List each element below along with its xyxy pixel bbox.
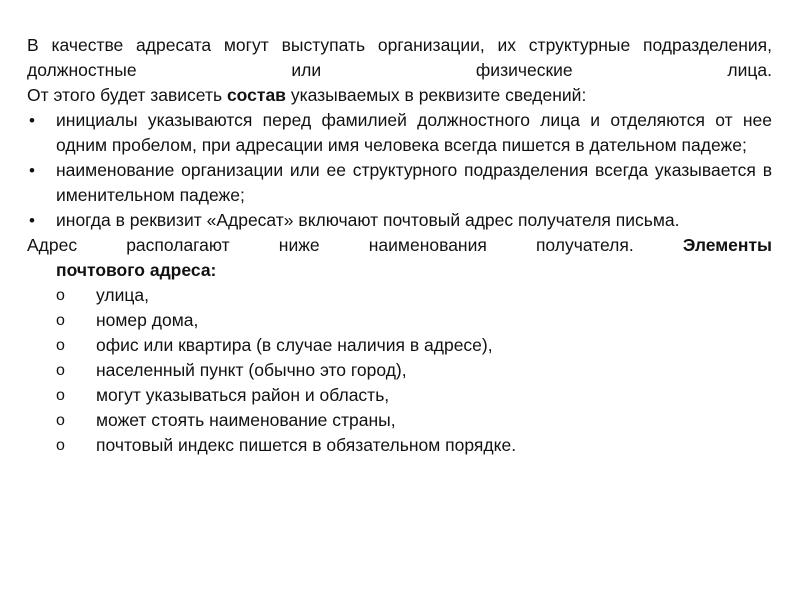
- address-bold-postal: почтового адреса:: [56, 260, 217, 280]
- bullet-marker: •: [29, 111, 35, 130]
- address-element-item: [27, 358, 772, 383]
- bullet-text: наименование организации или ее структурного подразделения всегда указывается в именительном падеже;: [56, 160, 772, 205]
- bullet-text: иногда в реквизит «Адресат» включают почтовый адрес получателя письма.: [56, 210, 680, 230]
- bullet-item-initials: [27, 108, 772, 158]
- address-element-text: может стоять наименование страны,: [96, 410, 396, 430]
- address-text: Адрес располагают ниже наименования получателя.: [27, 235, 683, 255]
- intro-bold-word: состав: [226, 85, 286, 105]
- address-paragraph: [27, 233, 772, 283]
- address-bold-elements: Элементы: [682, 235, 772, 255]
- address-line-1: [27, 233, 772, 258]
- address-element-text: улица,: [96, 285, 149, 305]
- address-elements-list: [27, 283, 772, 458]
- address-element-item: [27, 308, 772, 333]
- circle-marker: o: [56, 337, 65, 354]
- address-element-item: [27, 333, 772, 358]
- slide-content: [27, 33, 772, 458]
- intro-line-2-start: От этого будет зависеть: [27, 85, 227, 105]
- circle-marker: o: [56, 437, 65, 454]
- bullet-marker: •: [29, 161, 35, 180]
- address-element-item: [27, 283, 772, 308]
- circle-marker: o: [56, 312, 65, 329]
- address-element-text: офис или квартира (в случае наличия в адресе),: [96, 335, 493, 355]
- bullet-item-organization: [27, 158, 772, 208]
- bullet-text: инициалы указываются перед фамилией должностного лица и отделяются от нее одним пробелом, при адресации имя человека всегда пишется в дательном падеже;: [56, 110, 772, 155]
- address-element-text: номер дома,: [96, 310, 199, 330]
- circle-marker: o: [56, 287, 65, 304]
- circle-marker: o: [56, 362, 65, 379]
- address-element-item: [27, 383, 772, 408]
- circle-marker: o: [56, 387, 65, 404]
- address-element-item: [27, 408, 772, 433]
- circle-marker: o: [56, 412, 65, 429]
- bullet-item-postal-address: [27, 208, 772, 233]
- bullet-list: [27, 108, 772, 233]
- address-element-item: [27, 433, 772, 458]
- intro-paragraph: [27, 33, 772, 83]
- address-element-text: могут указываться район и область,: [96, 385, 390, 405]
- address-element-text: населенный пункт (обычно это город),: [96, 360, 407, 380]
- bullet-marker: •: [29, 211, 35, 230]
- intro-composition-line: [27, 83, 772, 108]
- intro-line-1: В качестве адресата могут выступать организации, их структурные подразделения, должностные или физические лица.: [27, 35, 772, 80]
- intro-line-2-end: указываемых в реквизите сведений:: [285, 85, 587, 105]
- address-element-text: почтовый индекс пишется в обязательном порядке.: [96, 435, 517, 455]
